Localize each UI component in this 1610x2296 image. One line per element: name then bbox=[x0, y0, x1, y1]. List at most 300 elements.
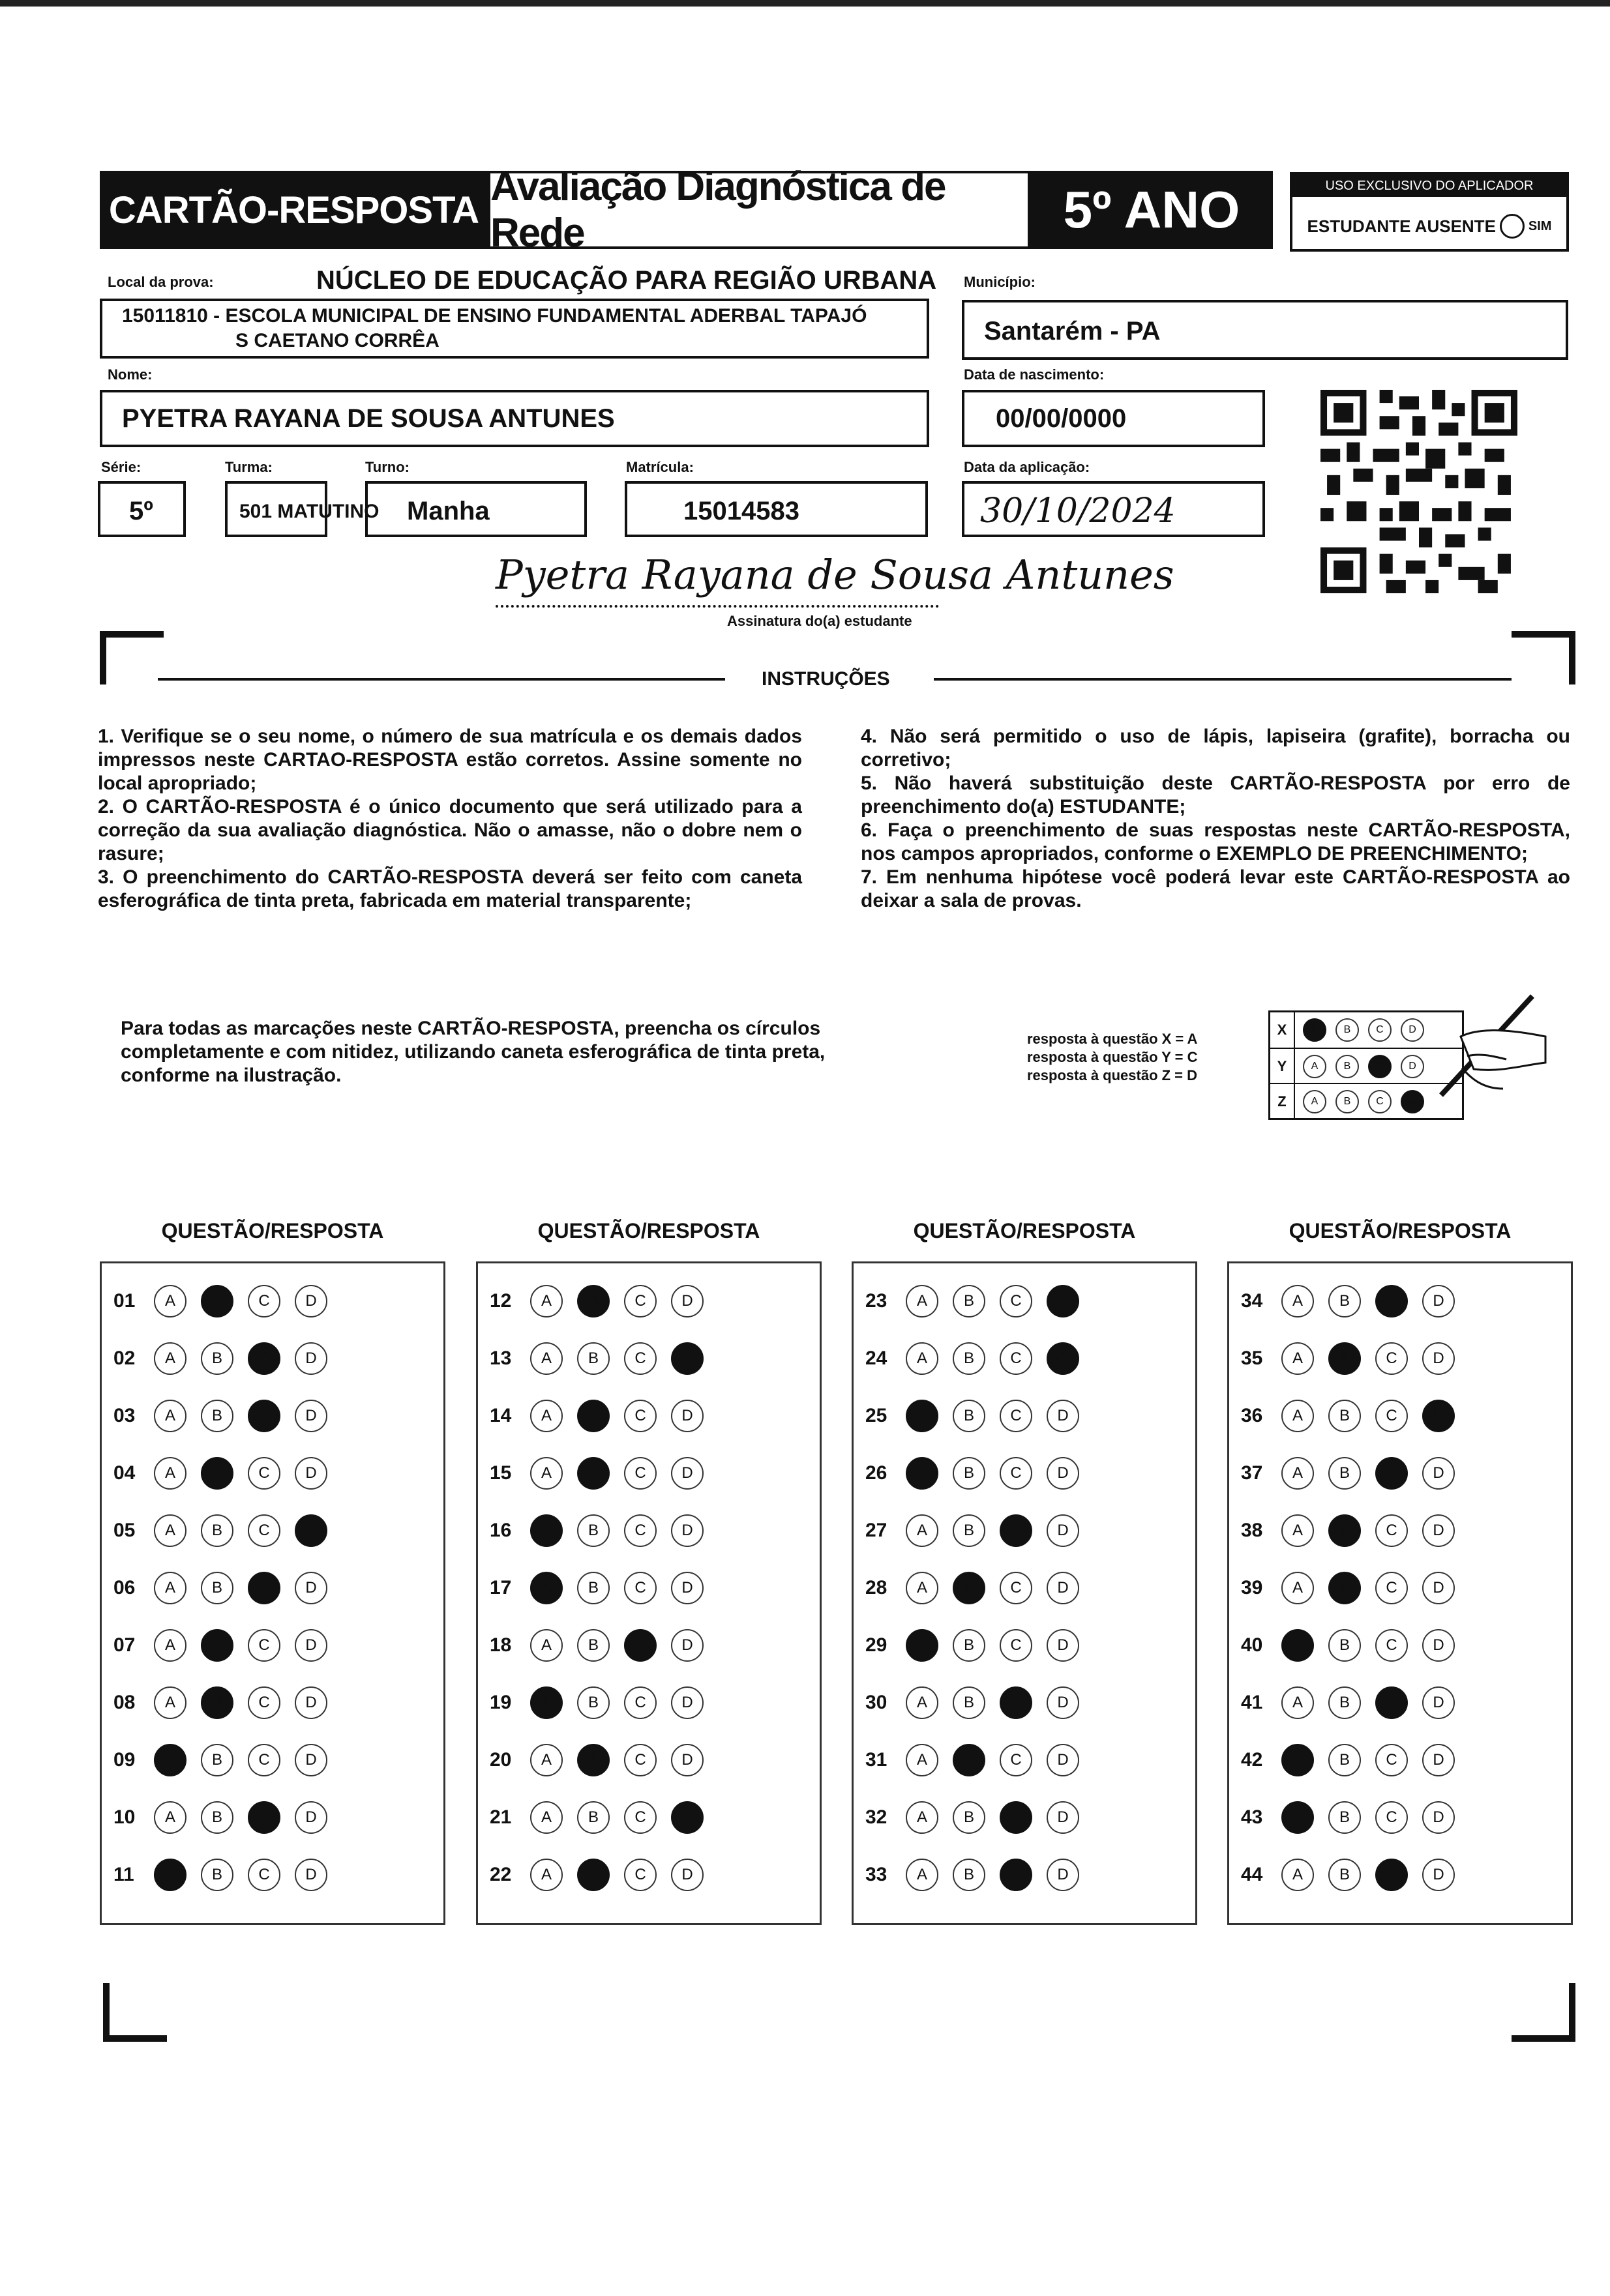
nascimento-field bbox=[962, 390, 1265, 447]
answer-bubble-29-c[interactable]: C bbox=[1000, 1629, 1032, 1662]
answer-bubble-31-b[interactable]: B bbox=[953, 1744, 985, 1776]
answer-bubble-35-b[interactable]: B bbox=[1328, 1342, 1361, 1375]
question-number: 38 bbox=[1241, 1520, 1263, 1541]
answer-bubble-11-a[interactable]: A bbox=[154, 1859, 186, 1891]
answer-bubble-21-a[interactable]: A bbox=[530, 1801, 563, 1834]
question-row-01 bbox=[102, 1282, 443, 1321]
answer-bubble-44-b[interactable]: B bbox=[1328, 1859, 1361, 1891]
answer-bubble-28-d[interactable]: D bbox=[1047, 1572, 1079, 1604]
answer-bubble-28-b[interactable]: B bbox=[953, 1572, 985, 1604]
answer-bubble-38-c[interactable]: C bbox=[1375, 1514, 1408, 1547]
question-row-06 bbox=[102, 1568, 443, 1608]
question-row-15 bbox=[478, 1454, 820, 1493]
answer-bubble-07-d[interactable]: D bbox=[295, 1629, 327, 1662]
question-row-19 bbox=[478, 1683, 820, 1722]
answer-bubble-01-c[interactable]: C bbox=[248, 1285, 280, 1317]
answer-bubble-42-a[interactable]: A bbox=[1281, 1744, 1314, 1776]
answer-bubble-03-a[interactable]: A bbox=[154, 1400, 186, 1432]
matricula-value: 15014583 bbox=[683, 497, 799, 525]
question-number: 37 bbox=[1241, 1462, 1263, 1484]
nascimento-value: 00/00/0000 bbox=[996, 404, 1127, 433]
question-number: 34 bbox=[1241, 1290, 1263, 1312]
question-row-39 bbox=[1229, 1568, 1571, 1608]
exam-title: Avaliação Diagnóstica de Rede bbox=[488, 171, 1030, 249]
answer-bubble-35-c[interactable]: C bbox=[1375, 1342, 1408, 1375]
answer-bubble-33-d[interactable]: D bbox=[1047, 1859, 1079, 1891]
answer-bubble-05-b[interactable]: B bbox=[201, 1514, 233, 1547]
aplicacao-label: Data da aplicação: bbox=[964, 459, 1090, 475]
answer-bubble-33-a[interactable]: A bbox=[906, 1859, 938, 1891]
aplicacao-value: 30/10/2024 bbox=[980, 492, 1176, 531]
answer-column-4 bbox=[1227, 1261, 1573, 1925]
answer-bubble-26-c[interactable]: C bbox=[1000, 1457, 1032, 1490]
question-number: 10 bbox=[113, 1806, 136, 1828]
answer-bubble-10-a[interactable]: A bbox=[154, 1801, 186, 1834]
school-field bbox=[100, 299, 929, 359]
question-row-31 bbox=[854, 1741, 1195, 1780]
example-bubble-a: A bbox=[1303, 1090, 1326, 1113]
example-question-label: Z bbox=[1270, 1084, 1295, 1119]
answer-bubble-16-d[interactable]: D bbox=[671, 1514, 704, 1547]
example-bubble-a: A bbox=[1303, 1055, 1326, 1078]
answer-bubble-02-c[interactable]: C bbox=[248, 1342, 280, 1375]
question-number: 09 bbox=[113, 1749, 136, 1771]
turma-field bbox=[225, 481, 380, 537]
answer-bubble-39-a[interactable]: A bbox=[1281, 1572, 1314, 1604]
applicator-box-title: USO EXCLUSIVO DO APLICADOR bbox=[1292, 175, 1566, 197]
answer-bubble-30-b[interactable]: B bbox=[953, 1686, 985, 1719]
answer-bubble-15-a[interactable]: A bbox=[530, 1457, 563, 1490]
answer-bubble-41-b[interactable]: B bbox=[1328, 1686, 1361, 1719]
answer-bubble-34-d[interactable]: D bbox=[1422, 1285, 1455, 1317]
answer-bubble-27-a[interactable]: A bbox=[906, 1514, 938, 1547]
question-number: 35 bbox=[1241, 1347, 1263, 1369]
answer-bubble-09-a[interactable]: A bbox=[154, 1744, 186, 1776]
answer-bubble-03-b[interactable]: B bbox=[201, 1400, 233, 1432]
answer-bubble-04-d[interactable]: D bbox=[295, 1457, 327, 1490]
instructions-rule-right bbox=[934, 678, 1512, 681]
answer-bubble-14-a[interactable]: A bbox=[530, 1400, 563, 1432]
question-number: 02 bbox=[113, 1347, 136, 1369]
school-line-1: 15011810 - ESCOLA MUNICIPAL DE ENSINO FUNDAMENTAL ADERBAL TAPAJÓ bbox=[122, 305, 867, 327]
example-text: Para todas as marcações neste CARTÃO-RESPOSTA, preencha os círculos completamente e com nitidez, utilizando caneta esferográfica de tinta preta, conforme na ilustração. bbox=[121, 1018, 826, 1086]
instruction-4: 4. Não será permitido o uso de lápis, lapiseira (grafite), borracha ou corretivo; bbox=[861, 726, 1570, 771]
answer-bubble-34-b[interactable]: B bbox=[1328, 1285, 1361, 1317]
answer-bubble-15-b[interactable]: B bbox=[577, 1457, 610, 1490]
question-number: 40 bbox=[1241, 1634, 1263, 1656]
answer-bubble-29-b[interactable]: B bbox=[953, 1629, 985, 1662]
answer-bubble-03-d[interactable]: D bbox=[295, 1400, 327, 1432]
answer-bubble-18-b[interactable]: B bbox=[577, 1629, 610, 1662]
question-number: 06 bbox=[113, 1577, 136, 1598]
answer-bubble-17-a[interactable]: A bbox=[530, 1572, 563, 1604]
column-title: QUESTÃO/RESPOSTA bbox=[537, 1219, 760, 1243]
answer-bubble-38-a[interactable]: A bbox=[1281, 1514, 1314, 1547]
answer-bubble-36-d[interactable]: D bbox=[1422, 1400, 1455, 1432]
question-row-29 bbox=[854, 1626, 1195, 1665]
answer-bubble-40-d[interactable]: D bbox=[1422, 1629, 1455, 1662]
answer-bubble-43-c[interactable]: C bbox=[1375, 1801, 1408, 1834]
instruction-7: 7. Em nenhuma hipótese você poderá levar este CARTÃO-RESPOSTA ao deixar a sala de provas. bbox=[861, 866, 1570, 911]
answer-bubble-27-d[interactable]: D bbox=[1047, 1514, 1079, 1547]
answer-column-3 bbox=[852, 1261, 1197, 1925]
answer-bubble-36-a[interactable]: A bbox=[1281, 1400, 1314, 1432]
answer-bubble-10-d[interactable]: D bbox=[295, 1801, 327, 1834]
answer-bubble-09-c[interactable]: C bbox=[248, 1744, 280, 1776]
question-row-03 bbox=[102, 1396, 443, 1435]
answer-bubble-04-c[interactable]: C bbox=[248, 1457, 280, 1490]
answer-bubble-06-a[interactable]: A bbox=[154, 1572, 186, 1604]
answer-bubble-22-c[interactable]: C bbox=[624, 1859, 657, 1891]
instruction-5: 5. Não haverá substituição deste CARTÃO-RESPOSTA por erro de preenchimento do(a) ESTUDANTE; bbox=[861, 773, 1570, 817]
signature-line bbox=[496, 605, 939, 608]
answer-bubble-27-b[interactable]: B bbox=[953, 1514, 985, 1547]
answer-bubble-20-d[interactable]: D bbox=[671, 1744, 704, 1776]
question-number: 04 bbox=[113, 1462, 136, 1484]
column-title: QUESTÃO/RESPOSTA bbox=[161, 1219, 384, 1243]
question-number: 18 bbox=[490, 1634, 512, 1656]
absent-row bbox=[1292, 205, 1566, 248]
answer-bubble-24-d[interactable]: D bbox=[1047, 1342, 1079, 1375]
answer-bubble-06-c[interactable]: C bbox=[248, 1572, 280, 1604]
answer-bubble-08-a[interactable]: A bbox=[154, 1686, 186, 1719]
answer-bubble-31-d[interactable]: D bbox=[1047, 1744, 1079, 1776]
answer-bubble-07-c[interactable]: C bbox=[248, 1629, 280, 1662]
answer-bubble-23-c[interactable]: C bbox=[1000, 1285, 1032, 1317]
answer-bubble-33-b[interactable]: B bbox=[953, 1859, 985, 1891]
question-number: 19 bbox=[490, 1692, 512, 1713]
answer-bubble-44-a[interactable]: A bbox=[1281, 1859, 1314, 1891]
answer-bubble-28-c[interactable]: C bbox=[1000, 1572, 1032, 1604]
question-number: 08 bbox=[113, 1692, 136, 1713]
question-row-33 bbox=[854, 1855, 1195, 1894]
answer-bubble-36-b[interactable]: B bbox=[1328, 1400, 1361, 1432]
answer-bubble-06-b[interactable]: B bbox=[201, 1572, 233, 1604]
answer-bubble-36-c[interactable]: C bbox=[1375, 1400, 1408, 1432]
question-row-32 bbox=[854, 1798, 1195, 1837]
turno-value: Manha bbox=[407, 497, 490, 525]
question-number: 23 bbox=[865, 1290, 887, 1312]
answer-bubble-43-a[interactable]: A bbox=[1281, 1801, 1314, 1834]
municipio-value: Santarém - PA bbox=[984, 317, 1161, 346]
answer-bubble-28-a[interactable]: A bbox=[906, 1572, 938, 1604]
absent-label: ESTUDANTE AUSENTE bbox=[1307, 216, 1496, 236]
answer-bubble-42-d[interactable]: D bbox=[1422, 1744, 1455, 1776]
answer-bubble-20-a[interactable]: A bbox=[530, 1744, 563, 1776]
answer-bubble-30-a[interactable]: A bbox=[906, 1686, 938, 1719]
answer-bubble-41-c[interactable]: C bbox=[1375, 1686, 1408, 1719]
answer-bubble-32-a[interactable]: A bbox=[906, 1801, 938, 1834]
answer-bubble-32-b[interactable]: B bbox=[953, 1801, 985, 1834]
answer-bubble-38-d[interactable]: D bbox=[1422, 1514, 1455, 1547]
instructions-right bbox=[861, 725, 1570, 913]
instruction-1: 1. Verifique se o seu nome, o número de sua matrícula e os demais dados impressos neste CARTAO-RESPOSTA estão corretos. Assine somente no local apropriado; bbox=[98, 726, 802, 794]
answer-bubble-11-c[interactable]: C bbox=[248, 1859, 280, 1891]
answer-bubble-23-b[interactable]: B bbox=[953, 1285, 985, 1317]
answer-bubble-40-c[interactable]: C bbox=[1375, 1629, 1408, 1662]
question-row-35 bbox=[1229, 1339, 1571, 1378]
column-title: QUESTÃO/RESPOSTA bbox=[913, 1219, 1136, 1243]
answer-bubble-26-d[interactable]: D bbox=[1047, 1457, 1079, 1490]
answer-bubble-09-b[interactable]: B bbox=[201, 1744, 233, 1776]
grade-label: 5º ANO bbox=[1030, 171, 1273, 249]
question-number: 24 bbox=[865, 1347, 887, 1369]
question-row-40 bbox=[1229, 1626, 1571, 1665]
answer-bubble-06-d[interactable]: D bbox=[295, 1572, 327, 1604]
answer-bubble-01-b[interactable]: B bbox=[201, 1285, 233, 1317]
answer-bubble-44-c[interactable]: C bbox=[1375, 1859, 1408, 1891]
answer-bubble-43-d[interactable]: D bbox=[1422, 1801, 1455, 1834]
answer-bubble-05-d[interactable]: D bbox=[295, 1514, 327, 1547]
answer-bubble-25-c[interactable]: C bbox=[1000, 1400, 1032, 1432]
answer-bubble-21-c[interactable]: C bbox=[624, 1801, 657, 1834]
answer-bubble-11-d[interactable]: D bbox=[295, 1859, 327, 1891]
example-bubble-c: C bbox=[1368, 1018, 1392, 1042]
answer-bubble-37-c[interactable]: C bbox=[1375, 1457, 1408, 1490]
answer-bubble-25-b[interactable]: B bbox=[953, 1400, 985, 1432]
example-bubble-d: D bbox=[1401, 1055, 1424, 1078]
answer-bubble-14-c[interactable]: C bbox=[624, 1400, 657, 1432]
answer-bubble-34-a[interactable]: A bbox=[1281, 1285, 1314, 1317]
answer-bubble-13-b[interactable]: B bbox=[577, 1342, 610, 1375]
turma-value: 501 MATUTINO bbox=[239, 501, 380, 522]
instructions-title: INSTRUÇÕES bbox=[762, 668, 890, 690]
answer-bubble-15-d[interactable]: D bbox=[671, 1457, 704, 1490]
answer-bubble-01-a[interactable]: A bbox=[154, 1285, 186, 1317]
question-row-11 bbox=[102, 1855, 443, 1894]
answer-bubble-26-b[interactable]: B bbox=[953, 1457, 985, 1490]
example-question-label: Y bbox=[1270, 1049, 1295, 1084]
answer-bubble-34-c[interactable]: C bbox=[1375, 1285, 1408, 1317]
local-label: Local da prova: bbox=[108, 274, 214, 290]
answer-bubble-22-a[interactable]: A bbox=[530, 1859, 563, 1891]
answer-bubble-38-b[interactable]: B bbox=[1328, 1514, 1361, 1547]
example-bubble-a: A bbox=[1303, 1018, 1326, 1042]
answer-bubble-14-b[interactable]: B bbox=[577, 1400, 610, 1432]
question-number: 32 bbox=[865, 1806, 887, 1828]
answer-bubble-24-a[interactable]: A bbox=[906, 1342, 938, 1375]
answer-bubble-40-a[interactable]: A bbox=[1281, 1629, 1314, 1662]
question-number: 14 bbox=[490, 1405, 512, 1426]
qr-code bbox=[1320, 389, 1517, 595]
answer-bubble-15-c[interactable]: C bbox=[624, 1457, 657, 1490]
answer-bubble-27-c[interactable]: C bbox=[1000, 1514, 1032, 1547]
answer-bubble-02-d[interactable]: D bbox=[295, 1342, 327, 1375]
answer-bubble-30-d[interactable]: D bbox=[1047, 1686, 1079, 1719]
answer-bubble-08-c[interactable]: C bbox=[248, 1686, 280, 1719]
question-number: 28 bbox=[865, 1577, 887, 1598]
aplicacao-field bbox=[962, 481, 1265, 537]
answer-bubble-07-b[interactable]: B bbox=[201, 1629, 233, 1662]
answer-bubble-10-b[interactable]: B bbox=[201, 1801, 233, 1834]
question-number: 17 bbox=[490, 1577, 512, 1598]
answer-bubble-35-d[interactable]: D bbox=[1422, 1342, 1455, 1375]
answer-bubble-39-b[interactable]: B bbox=[1328, 1572, 1361, 1604]
question-number: 22 bbox=[490, 1864, 512, 1885]
answer-bubble-41-d[interactable]: D bbox=[1422, 1686, 1455, 1719]
answer-bubble-42-b[interactable]: B bbox=[1328, 1744, 1361, 1776]
answer-bubble-37-b[interactable]: B bbox=[1328, 1457, 1361, 1490]
answer-bubble-18-c[interactable]: C bbox=[624, 1629, 657, 1662]
answer-bubble-12-d[interactable]: D bbox=[671, 1285, 704, 1317]
answer-bubble-08-b[interactable]: B bbox=[201, 1686, 233, 1719]
answer-bubble-19-b[interactable]: B bbox=[577, 1686, 610, 1719]
answer-bubble-29-d[interactable]: D bbox=[1047, 1629, 1079, 1662]
question-number: 07 bbox=[113, 1634, 136, 1656]
answer-bubble-26-a[interactable]: A bbox=[906, 1457, 938, 1490]
instruction-3: 3. O preenchimento do CARTÃO-RESPOSTA deverá ser feito com caneta esferográfica de tinta preta, fabricada em material transparente; bbox=[98, 866, 802, 911]
answer-bubble-13-c[interactable]: C bbox=[624, 1342, 657, 1375]
question-number: 31 bbox=[865, 1749, 887, 1771]
answer-bubble-37-a[interactable]: A bbox=[1281, 1457, 1314, 1490]
answer-bubble-25-d[interactable]: D bbox=[1047, 1400, 1079, 1432]
serie-value: 5º bbox=[129, 497, 153, 525]
answer-bubble-43-b[interactable]: B bbox=[1328, 1801, 1361, 1834]
answer-bubble-31-c[interactable]: C bbox=[1000, 1744, 1032, 1776]
question-row-22 bbox=[478, 1855, 820, 1894]
answer-bubble-18-d[interactable]: D bbox=[671, 1629, 704, 1662]
question-row-08 bbox=[102, 1683, 443, 1722]
column-title: QUESTÃO/RESPOSTA bbox=[1289, 1219, 1512, 1243]
answer-bubble-32-c[interactable]: C bbox=[1000, 1801, 1032, 1834]
question-row-42 bbox=[1229, 1741, 1571, 1780]
question-number: 05 bbox=[113, 1520, 136, 1541]
answer-bubble-24-b[interactable]: B bbox=[953, 1342, 985, 1375]
question-row-27 bbox=[854, 1511, 1195, 1550]
instructions-left bbox=[98, 725, 802, 913]
answer-bubble-05-c[interactable]: C bbox=[248, 1514, 280, 1547]
answer-bubble-21-d[interactable]: D bbox=[671, 1801, 704, 1834]
answer-bubble-16-b[interactable]: B bbox=[577, 1514, 610, 1547]
example-legend-z: resposta à questão Z = D bbox=[1027, 1067, 1198, 1083]
answer-bubble-24-c[interactable]: C bbox=[1000, 1342, 1032, 1375]
pen-hand-icon bbox=[1422, 991, 1552, 1108]
matricula-field bbox=[625, 481, 928, 537]
answer-bubble-35-a[interactable]: A bbox=[1281, 1342, 1314, 1375]
question-row-43 bbox=[1229, 1798, 1571, 1837]
answer-bubble-33-c[interactable]: C bbox=[1000, 1859, 1032, 1891]
question-number: 20 bbox=[490, 1749, 512, 1771]
answer-bubble-42-c[interactable]: C bbox=[1375, 1744, 1408, 1776]
answer-bubble-39-d[interactable]: D bbox=[1422, 1572, 1455, 1604]
answer-bubble-44-d[interactable]: D bbox=[1422, 1859, 1455, 1891]
answer-bubble-09-d[interactable]: D bbox=[295, 1744, 327, 1776]
example-legend-x: resposta à questão X = A bbox=[1027, 1031, 1198, 1047]
answer-bubble-17-d[interactable]: D bbox=[671, 1572, 704, 1604]
answer-bubble-37-d[interactable]: D bbox=[1422, 1457, 1455, 1490]
instructions-rule-left bbox=[158, 678, 725, 681]
answer-bubble-16-c[interactable]: C bbox=[624, 1514, 657, 1547]
answer-bubble-12-a[interactable]: A bbox=[530, 1285, 563, 1317]
question-row-02 bbox=[102, 1339, 443, 1378]
answer-bubble-10-c[interactable]: C bbox=[248, 1801, 280, 1834]
answer-bubble-23-d[interactable]: D bbox=[1047, 1285, 1079, 1317]
school-line-2: S CAETANO CORRÊA bbox=[235, 330, 440, 351]
answer-bubble-22-d[interactable]: D bbox=[671, 1859, 704, 1891]
answer-bubble-13-a[interactable]: A bbox=[530, 1342, 563, 1375]
question-number: 21 bbox=[490, 1806, 512, 1828]
question-number: 12 bbox=[490, 1290, 512, 1312]
answer-bubble-05-a[interactable]: A bbox=[154, 1514, 186, 1547]
question-number: 41 bbox=[1241, 1692, 1263, 1713]
municipio-label: Município: bbox=[964, 274, 1036, 290]
answer-bubble-41-a[interactable]: A bbox=[1281, 1686, 1314, 1719]
answer-bubble-07-a[interactable]: A bbox=[154, 1629, 186, 1662]
answer-bubble-03-c[interactable]: C bbox=[248, 1400, 280, 1432]
question-number: 36 bbox=[1241, 1405, 1263, 1426]
nome-field bbox=[100, 390, 929, 447]
question-number: 03 bbox=[113, 1405, 136, 1426]
instruction-6: 6. Faça o preenchimento de suas respostas neste CARTÃO-RESPOSTA, nos campos apropriados, conforme o EXEMPLO DE PREENCHIMENTO; bbox=[861, 819, 1570, 864]
question-row-04 bbox=[102, 1454, 443, 1493]
answer-bubble-22-b[interactable]: B bbox=[577, 1859, 610, 1891]
question-row-21 bbox=[478, 1798, 820, 1837]
answer-bubble-39-c[interactable]: C bbox=[1375, 1572, 1408, 1604]
applicator-box bbox=[1290, 172, 1569, 252]
question-row-17 bbox=[478, 1568, 820, 1608]
answer-bubble-31-a[interactable]: A bbox=[906, 1744, 938, 1776]
answer-bubble-19-d[interactable]: D bbox=[671, 1686, 704, 1719]
answer-bubble-25-a[interactable]: A bbox=[906, 1400, 938, 1432]
nascimento-label: Data de nascimento: bbox=[964, 366, 1105, 383]
question-row-10 bbox=[102, 1798, 443, 1837]
question-row-14 bbox=[478, 1396, 820, 1435]
answer-bubble-19-a[interactable]: A bbox=[530, 1686, 563, 1719]
question-row-16 bbox=[478, 1511, 820, 1550]
answer-bubble-21-b[interactable]: B bbox=[577, 1801, 610, 1834]
answer-bubble-17-b[interactable]: B bbox=[577, 1572, 610, 1604]
question-row-12 bbox=[478, 1282, 820, 1321]
answer-bubble-18-a[interactable]: A bbox=[530, 1629, 563, 1662]
serie-field bbox=[98, 481, 186, 537]
answer-bubble-08-d[interactable]: D bbox=[295, 1686, 327, 1719]
answer-bubble-12-b[interactable]: B bbox=[577, 1285, 610, 1317]
answer-bubble-04-b[interactable]: B bbox=[201, 1457, 233, 1490]
turma-label: Turma: bbox=[225, 459, 273, 475]
answer-bubble-14-d[interactable]: D bbox=[671, 1400, 704, 1432]
question-number: 39 bbox=[1241, 1577, 1263, 1598]
answer-bubble-01-d[interactable]: D bbox=[295, 1285, 327, 1317]
example-bubble-c: C bbox=[1368, 1090, 1392, 1113]
absent-checkbox[interactable] bbox=[1500, 214, 1525, 239]
answer-bubble-19-c[interactable]: C bbox=[624, 1686, 657, 1719]
answer-column-2 bbox=[476, 1261, 822, 1925]
answer-bubble-23-a[interactable]: A bbox=[906, 1285, 938, 1317]
question-number: 30 bbox=[865, 1692, 887, 1713]
example-bubble-d: D bbox=[1401, 1018, 1424, 1042]
example-bubble-b: B bbox=[1335, 1018, 1359, 1042]
answer-bubble-40-b[interactable]: B bbox=[1328, 1629, 1361, 1662]
question-number: 26 bbox=[865, 1462, 887, 1484]
answer-bubble-02-a[interactable]: A bbox=[154, 1342, 186, 1375]
answer-bubble-20-b[interactable]: B bbox=[577, 1744, 610, 1776]
answer-bubble-29-a[interactable]: A bbox=[906, 1629, 938, 1662]
question-row-20 bbox=[478, 1741, 820, 1780]
answer-bubble-13-d[interactable]: D bbox=[671, 1342, 704, 1375]
answer-bubble-17-c[interactable]: C bbox=[624, 1572, 657, 1604]
answer-bubble-32-d[interactable]: D bbox=[1047, 1801, 1079, 1834]
answer-bubble-11-b[interactable]: B bbox=[201, 1859, 233, 1891]
answer-bubble-02-b[interactable]: B bbox=[201, 1342, 233, 1375]
answer-bubble-30-c[interactable]: C bbox=[1000, 1686, 1032, 1719]
turno-field bbox=[365, 481, 587, 537]
answer-bubble-20-c[interactable]: C bbox=[624, 1744, 657, 1776]
answer-bubble-12-c[interactable]: C bbox=[624, 1285, 657, 1317]
answer-bubble-04-a[interactable]: A bbox=[154, 1457, 186, 1490]
answer-bubble-16-a[interactable]: A bbox=[530, 1514, 563, 1547]
question-row-18 bbox=[478, 1626, 820, 1665]
question-row-34 bbox=[1229, 1282, 1571, 1321]
